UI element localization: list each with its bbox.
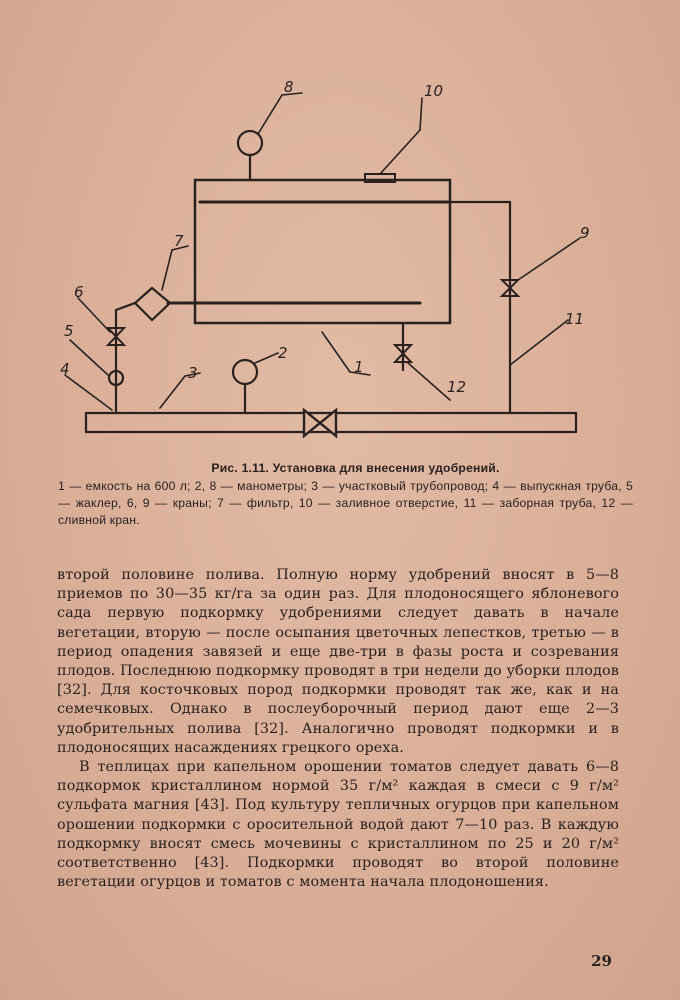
fertilizer-installation-diagram [40, 70, 640, 460]
label-9: 9 [580, 224, 590, 242]
label-5: 5 [64, 322, 74, 340]
body-text [57, 566, 619, 892]
label-2: 2 [278, 344, 288, 362]
manometer-2 [233, 360, 257, 384]
paragraph: второй половине полива. Полную норму удобрений вносят в 5—8 приемов по 30—35 кг/га за один раз. Для плодоносящего яблоневого сада первую подкормку удобрениями следует давать в начале вегетации, вторую — после осыпания цветочных лепестков, третью — в период опадения завязей и еще две-три в фазы роста и созревания плодов. Последнюю подкормку проводят в три недели до уборки плодов [32]. Для косточковых пород подкормки проводят так же, как и на семечковых. Однако в послеуборочный период дают еще 2—3 удобрительных полива [32]. Аналогично проводят подкормки и в плодоносящих насаждениях грецкого ореха. [57, 567, 619, 756]
caption-title: Рис. 1.11. Установка для внесения удобрений. [211, 461, 500, 475]
figure-caption [58, 460, 633, 529]
label-7: 7 [174, 232, 184, 250]
diagram-svg [40, 70, 640, 460]
label-3: 3 [188, 364, 198, 382]
label-6: 6 [74, 283, 84, 301]
label-10: 10 [424, 82, 444, 100]
label-11: 11 [565, 310, 585, 328]
filter [135, 288, 170, 320]
label-4: 4 [60, 360, 70, 378]
page-number: 29 [591, 952, 612, 970]
label-1: 1 [354, 358, 364, 376]
label-8: 8 [284, 78, 294, 96]
label-12: 12 [447, 378, 467, 396]
caption-legend: 1 — емкость на 600 л; 2, 8 — манометры; 3 — участковый трубопровод; 4 — выпускная труба, 5 — жаклер, 6, 9 — краны; 7 — фильтр, 10 — заливное отверстие, 11 — заборная труба, 12 — сливной кран. [58, 479, 633, 527]
paragraph: В теплицах при капельном орошении томатов следует давать 6—8 подкормок кристаллином нормой 35 г/м² каждая в смеси с 9 г/м² сульфата магния [43]. Под культуру тепличных огурцов при капельном орошении подкормки с оросительной водой дают 7—10 раз. В каждую подкормку вносят смесь мочевины с кристаллином по 25 и 20 г/м² соответственно [43]. Подкормки проводят во второй половине вегетации огурцов и томатов с момента начала плодоношения. [57, 759, 619, 891]
